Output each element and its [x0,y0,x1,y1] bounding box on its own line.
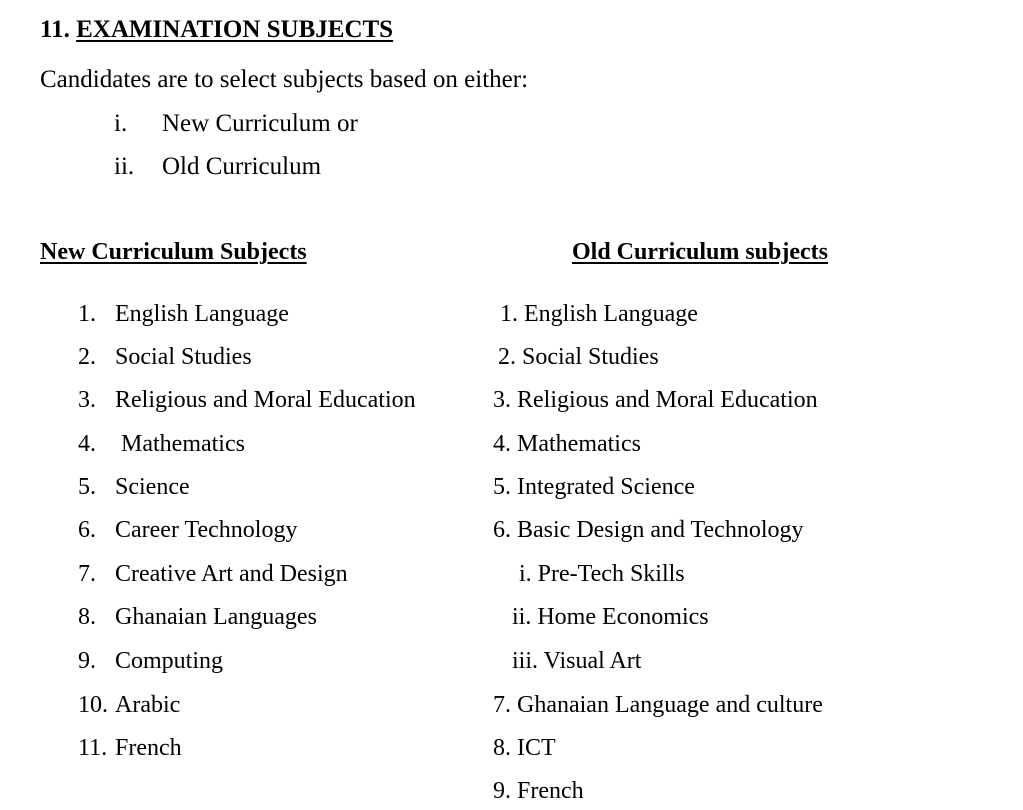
list-item-number: 6. [78,517,96,543]
list-item: Creative Art and Design [115,561,348,587]
list-item-number: 7. [78,561,96,587]
list-item: Mathematics [121,431,245,457]
list-item: Career Technology [115,517,298,543]
sub-list-item: ii. Home Economics [512,604,709,630]
option-marker-2: ii. [114,153,135,180]
section-title: EXAMINATION SUBJECTS [76,16,394,43]
option-text-2: Old Curriculum [162,153,322,180]
list-item-number: 4. [78,431,96,457]
sub-list-item: iii. Visual Art [512,648,642,674]
list-item-number: 5. [78,474,96,500]
list-item: Arabic [115,692,181,718]
section-number: 11. [40,16,70,43]
list-item-number: 9. [78,648,96,674]
new-curriculum-heading: New Curriculum Subjects [40,239,307,265]
list-item: Social Studies [115,344,252,370]
list-item: French [115,735,182,761]
sub-list-item: i. Pre-Tech Skills [519,561,685,587]
list-item-number: 11. [78,735,108,761]
list-item: 9. French [493,778,584,804]
list-item-number: 2. [78,344,96,370]
list-item: Computing [115,648,224,674]
list-item: Religious and Moral Education [115,387,416,413]
intro-text: Candidates are to select subjects based on either: [40,66,529,93]
list-item: 1. English Language [500,301,698,327]
list-item: English Language [115,301,289,327]
list-item-number: 10. [78,692,108,718]
option-marker-1: i. [114,110,128,137]
list-item: Ghanaian Languages [115,604,317,630]
list-item: Science [115,474,190,500]
list-item: 5. Integrated Science [493,474,695,500]
list-item: 8. ICT [493,735,556,761]
list-item-number: 3. [78,387,96,413]
list-item: 3. Religious and Moral Education [493,387,818,413]
list-item: 7. Ghanaian Language and culture [493,692,823,718]
old-curriculum-heading: Old Curriculum subjects [572,239,829,265]
option-text-1: New Curriculum or [162,110,358,137]
list-item: 4. Mathematics [493,431,641,457]
list-item-number: 1. [78,301,96,327]
list-item: 2. Social Studies [498,344,659,370]
list-item-number: 8. [78,604,96,630]
section-heading [40,17,393,42]
list-item: 6. Basic Design and Technology [493,517,804,543]
